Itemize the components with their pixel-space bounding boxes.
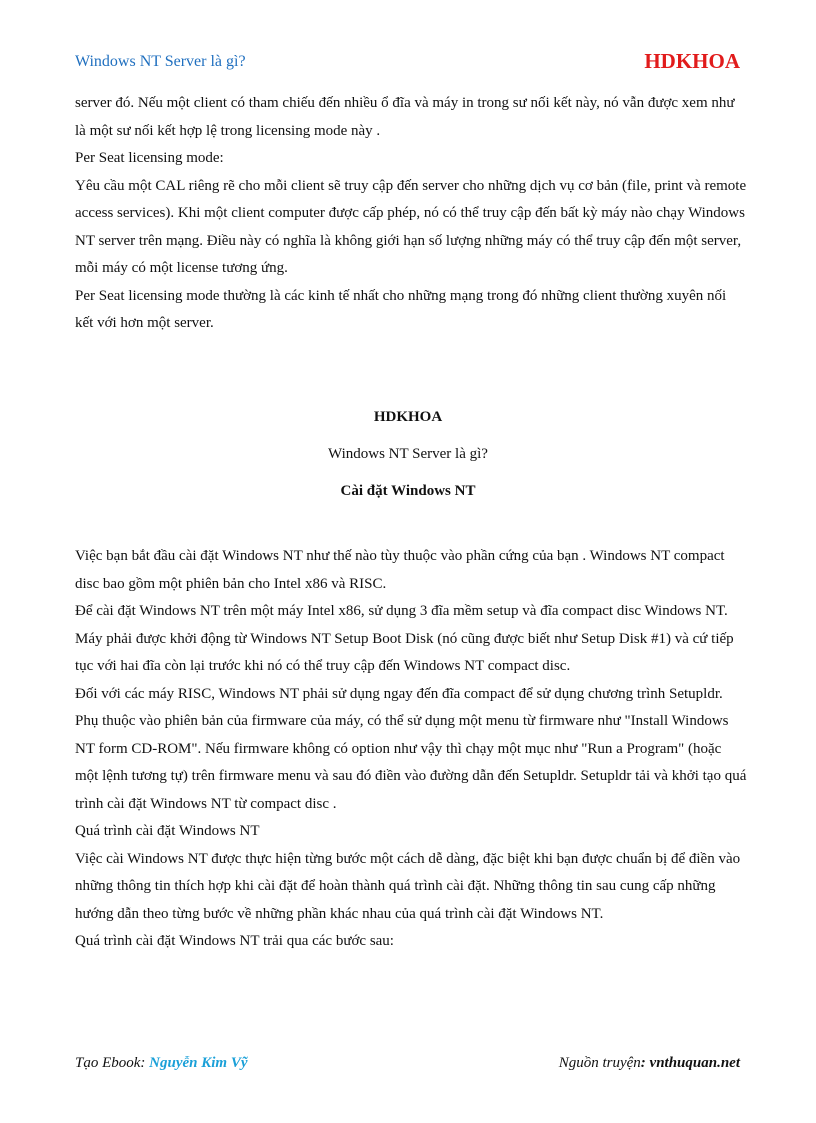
paragraph: Per Seat licensing mode thường là các kinh tế nhất cho những mạng trong đó những client thường xuyên nối kết với hơn một server. <box>75 287 727 331</box>
footer-source-credit <box>559 1055 740 1072</box>
header-title: Windows NT Server là gì? <box>75 53 246 70</box>
paragraph: Yêu cầu một CAL riêng rẽ cho mỗi client sẽ truy cập đến server cho những dịch vụ cơ bản (file, print và remote access services). Khi một client computer được cấp phép, nó có thể truy cập đến bất kỳ máy nào chạy Windows NT server trên mạng. Điều này có nghĩa là không giới hạn số lượng những máy có thể truy cập đến một server, mỗi máy có một license tương ứng. <box>75 177 747 276</box>
header-brand: HDKHOA <box>644 49 740 73</box>
footer-ebook-sep: : <box>140 1055 150 1071</box>
paragraph: Per Seat licensing mode: <box>75 150 224 166</box>
section-subtitle: Windows NT Server là gì? <box>328 446 488 462</box>
footer-ebook-name: Nguyễn Kim Vỹ <box>149 1055 248 1071</box>
section-brand: HDKHOA <box>373 409 443 425</box>
body-text-block <box>75 543 747 956</box>
footer-source-sep: : <box>640 1055 650 1071</box>
section-heading: Cài đặt Windows NT <box>340 483 476 499</box>
footer-source-site: vnthuquan.net <box>649 1055 740 1071</box>
paragraph: Để cài đặt Windows NT trên một máy Intel x86, sử dụng 3 đĩa mềm setup và đĩa compact disc Windows NT. Máy phải được khởi động từ Windows NT Setup Boot Disk (nó cũng được biết như Setup Disk #1) và cứ tiếp tục với hai đĩa còn lại trước khi nó có thể truy cập đến Windows NT compact disc. <box>75 603 734 674</box>
paragraph: Quá trình cài đặt Windows NT trải qua các bước sau: <box>75 933 394 949</box>
footer-source-label: Nguồn truyện <box>558 1055 641 1071</box>
paragraph: Quá trình cài đặt Windows NT <box>75 823 260 839</box>
paragraph: Việc bạn bắt đầu cài đặt Windows NT như thế nào tùy thuộc vào phần cứng của bạn . Windows NT compact disc bao gồm một phiên bản cho Intel x86 và RISC. <box>75 548 725 592</box>
paragraph: Việc cài Windows NT được thực hiện từng bước một cách dễ dàng, đặc biệt khi bạn được chuẩn bị để điền vào những thông tin thích hợp khi cài đặt để hoàn thành quá trình cài đặt. Những thông tin sau cung cấp những hướng dẫn theo từng bước về những phần khác nhau của quá trình cài đặt Windows NT. <box>75 850 741 922</box>
footer <box>75 1055 740 1072</box>
paragraph: server đó. Nếu một client có tham chiếu đến nhiều ổ đĩa và máy in trong sư nối kết này, nó vẫn được xem như là một sư nối kết hợp lệ trong licensing mode này . <box>75 95 735 139</box>
footer-ebook-credit <box>75 1055 248 1072</box>
top-text-block <box>75 90 747 338</box>
footer-ebook-label: Tạo Ebook <box>75 1055 141 1071</box>
paragraph: Đối với các máy RISC, Windows NT phải sử dụng ngay đến đĩa compact để sử dụng chương trình Setupldr. Phụ thuộc vào phiên bản của firmware của máy, có thể sử dụng một menu từ firmware như "Install Windows NT form CD-ROM". Nếu firmware không có option như vậy thì chạy một mục như "Run a Program" (hoặc một lệnh tương tự) trên firmware menu và sau đó điền vào đường dẫn đến Setupldr. Setupldr tải và khởi tạo quá trình cài đặt Windows NT từ compact disc . <box>75 685 747 812</box>
